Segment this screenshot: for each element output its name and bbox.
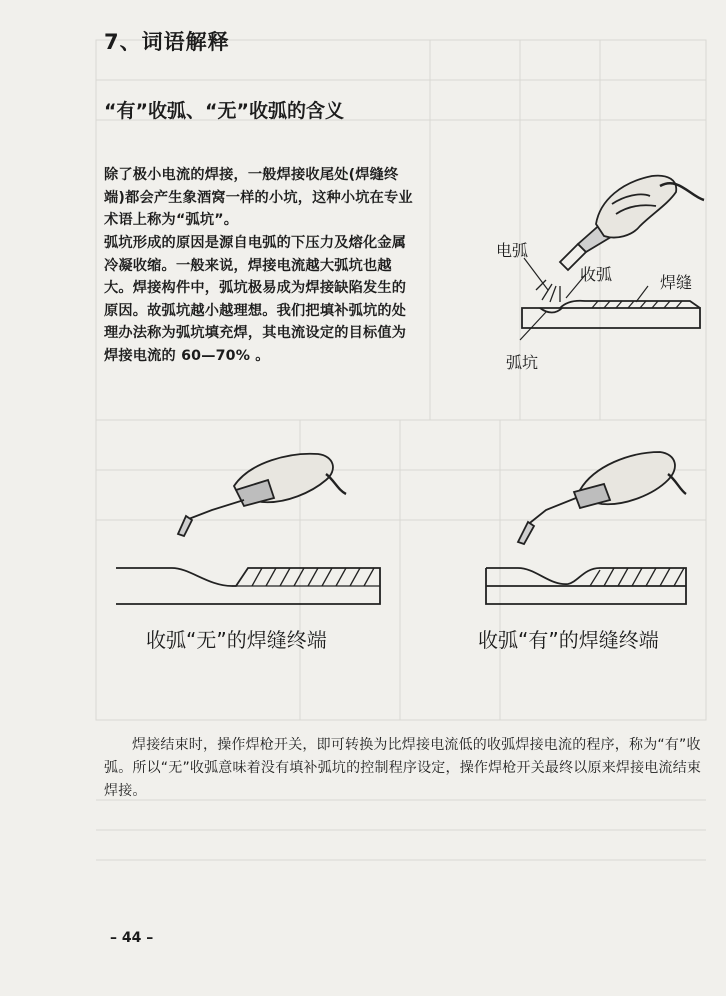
section-title: 7、词语解释 xyxy=(104,30,230,54)
paragraph-crater-cause: 弧坑形成的原因是源自电弧的下压力及熔化金属冷凝收缩。一般来说，焊接电流越大弧坑也越大。焊接构件中，弧坑极易成为焊接缺陷发生的原因。故弧坑越小越理想。我们把填补弧坑的处理办法称为弧坑填充焊，其电流设定的目标值为焊接电流的 60—70% 。 xyxy=(104,235,407,364)
subtitle: “有”收弧、“无”收弧的含义 xyxy=(104,100,344,122)
paragraph-crater-fill-control xyxy=(104,734,704,803)
paragraph-crater-fill-control-text: 焊接结束时，操作焊枪开关，即可转换为比焊接电流低的收弧焊接电流的程序，称为“有”收弧。所以“无”收弧意味着没有填补弧坑的控制程序设定，操作焊枪开关最终以原来焊接电流结束焊接。 xyxy=(104,737,702,799)
label-weld-bead: 焊缝 xyxy=(660,273,693,292)
torch-left-icon xyxy=(178,454,346,536)
torch-right-icon xyxy=(518,452,686,544)
caption-without-crater-fill: 收弧“无”的焊缝终端 xyxy=(146,628,327,652)
label-crater-fill: 收弧 xyxy=(580,265,613,284)
label-arc: 电弧 xyxy=(496,241,529,260)
label-crater: 弧坑 xyxy=(506,353,539,372)
page-number: – 44 – xyxy=(110,930,154,946)
caption-with-crater-fill: 收弧“有”的焊缝终端 xyxy=(478,628,659,652)
paragraph-crater-definition: 除了极小电流的焊接，一般焊接收尾处(焊缝终端)都会产生象酒窝一样的小坑，这种小坑在专业术语上称为“弧坑”。 xyxy=(104,167,413,228)
